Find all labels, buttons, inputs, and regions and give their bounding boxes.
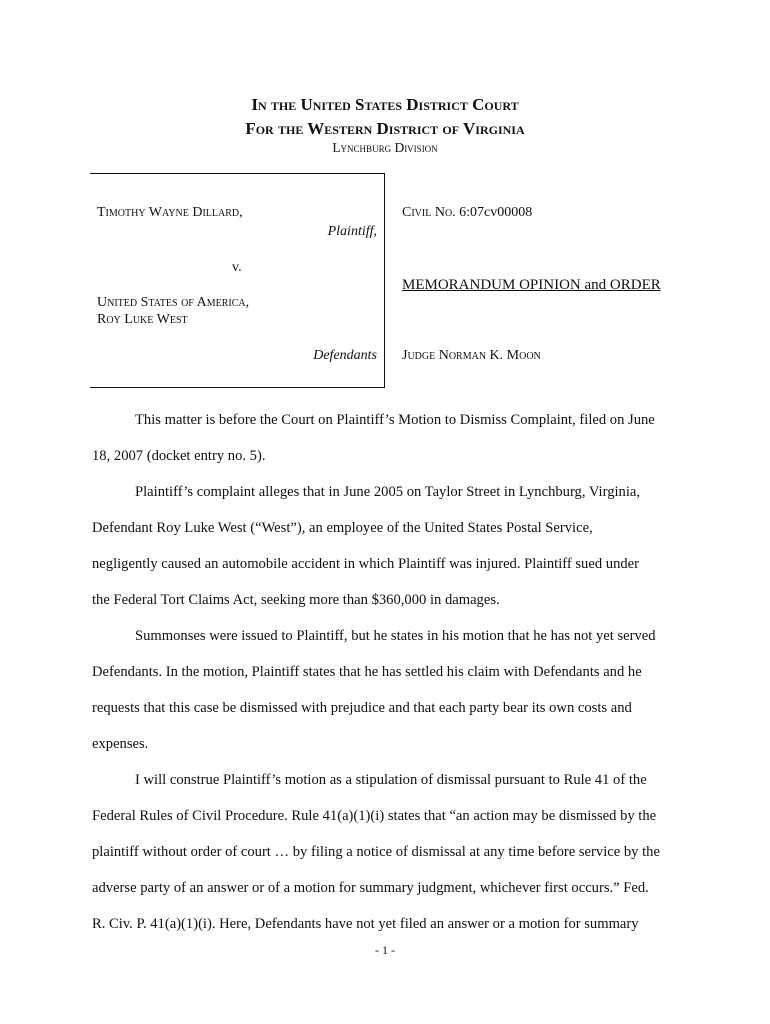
defendant-name-2: Roy Luke West [97,312,188,327]
body-line: expenses. [92,736,149,752]
body-line: negligently caused an automobile accident in which Plaintiff was injured. Plaintiff sued under [92,556,639,572]
body-line: R. Civ. P. 41(a)(1)(i). Here, Defendants have not yet filed an answer or a motion for summary [92,916,639,932]
body-line: Plaintiff’s complaint alleges that in June 2005 on Taylor Street in Lynchburg, Virginia, [135,484,641,500]
defendant-name-1: United States of America, [97,295,250,310]
body-line: 18, 2007 (docket entry no. 5). [92,448,266,464]
document-title: MEMORANDUM OPINION and ORDER [402,277,661,293]
judge-name: Judge Norman K. Moon [402,348,541,363]
body-line: Defendants. In the motion, Plaintiff states that he has settled his claim with Defendants and he [92,664,642,680]
caption-bottom-rule [90,387,385,388]
plaintiff-name: Timothy Wayne Dillard, [97,205,243,220]
division-name: Lynchburg Division [332,140,438,155]
body-line: adverse party of an answer or of a motion for summary judgment, whichever first occurs.” Fed. [92,880,649,896]
page-number: - 1 - [375,943,395,957]
body-line: the Federal Tort Claims Act, seeking more than $360,000 in damages. [92,592,500,608]
defendants-role: Defendants [313,348,377,363]
body-line: This matter is before the Court on Plaintiff’s Motion to Dismiss Complaint, filed on June [135,412,655,428]
plaintiff-role: Plaintiff, [327,224,377,239]
civil-number-value: 6:07cv00008 [459,205,533,220]
body-line: Federal Rules of Civil Procedure. Rule 41(a)(1)(i) states that “an action may be dismissed by the [92,808,657,824]
body-line: plaintiff without order of court … by filing a notice of dismissal at any time before service by the [92,844,660,860]
body-line: Summonses were issued to Plaintiff, but he states in his motion that he has not yet served [135,628,656,644]
body-line: I will construe Plaintiff’s motion as a stipulation of dismissal pursuant to Rule 41 of the [135,772,647,788]
civil-number-label: Civil No. [402,205,456,220]
civil-number [402,204,532,222]
caption-top-rule [90,173,385,174]
versus-label: v. [232,260,242,275]
body-line: requests that this case be dismissed with prejudice and that each party bear its own costs and [92,700,632,716]
court-name-line1: In the United States District Court [251,95,519,114]
body-line: Defendant Roy Luke West (“West”), an employee of the United States Postal Service, [92,520,593,536]
caption-divider [384,173,385,388]
court-name-line2: For the Western District of Virginia [245,119,525,138]
